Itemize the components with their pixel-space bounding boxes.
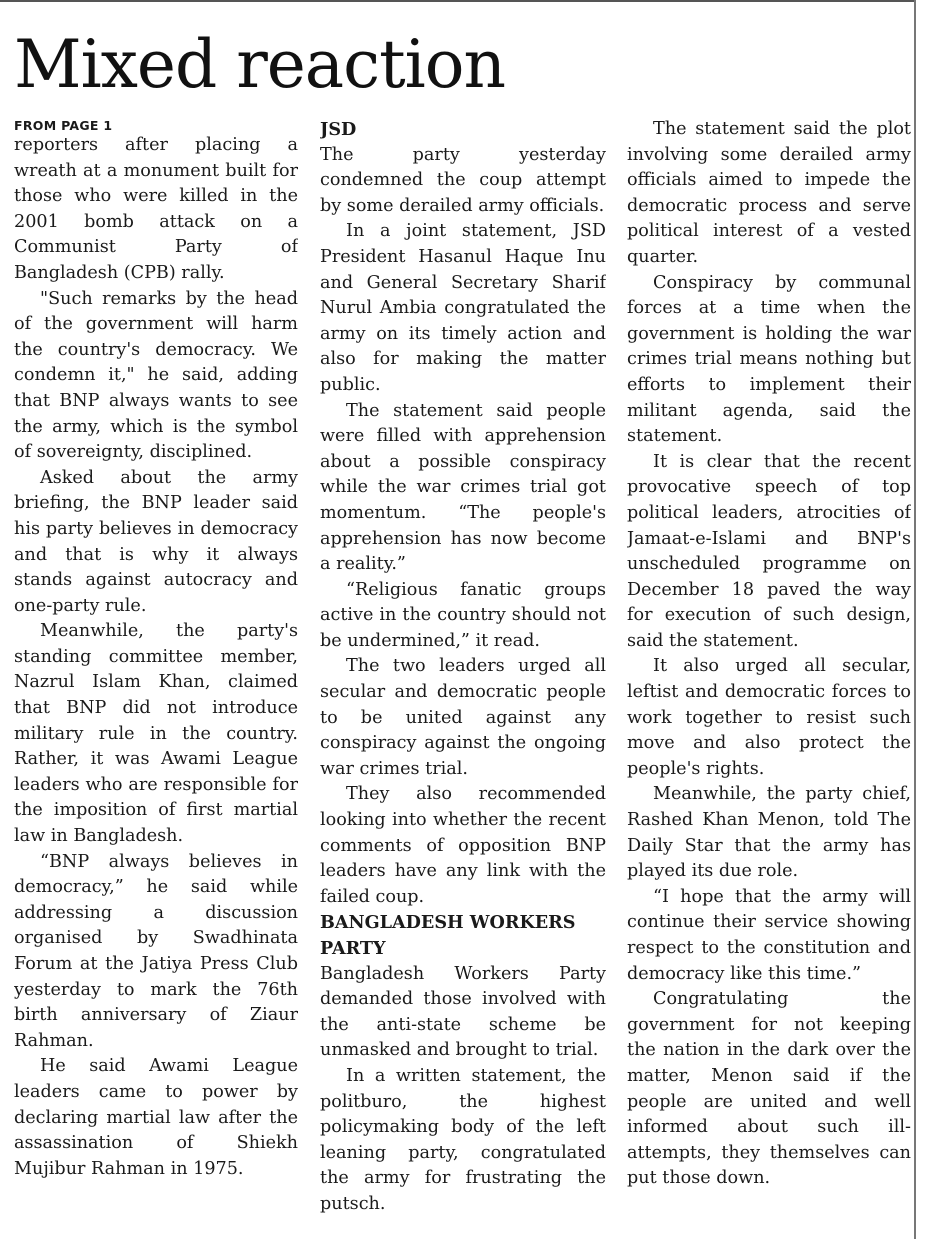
paragraph: Asked about the army briefing, the BNP leader said his party believes in democracy and that is why it always stands against autocracy and one-party rule. <box>14 467 298 616</box>
right-border <box>914 0 916 1239</box>
top-border <box>0 0 916 2</box>
paragraph: In a written statement, the politburo, the highest policymaking body of the left leaning party, congratulated the army for frustrating the putsch. <box>320 1065 606 1214</box>
paragraph: Meanwhile, the party chief, Rashed Khan Menon, told The Daily Star that the army has played its due role. <box>627 784 911 882</box>
paragraph: “BNP always believes in democracy,” he said while addressing a discussion organised by Swadhinata Forum at the Jatiya Press Club yesterday to mark the 76th birth anniversary of Ziaur Rahman. <box>14 851 298 1051</box>
column-1 <box>14 117 298 1229</box>
paragraph: The party yesterday condemned the coup attempt by some derailed army officials. <box>320 144 606 216</box>
paragraph: He said Awami League leaders came to power by declaring martial law after the assassination of Shiekh Mujibur Rahman in 1975. <box>14 1056 298 1179</box>
paragraph: Meanwhile, the party's standing committee member, Nazrul Islam Khan, claimed that BNP did not introduce military rule in the country. Rather, it was Awami League leaders who are responsible for the imposition of first martial law in Bangladesh. <box>14 621 298 847</box>
paragraph: The statement said people were filled with apprehension about a possible conspiracy while the war crimes trial got momentum. “The people's apprehension has now become a reality.” <box>320 400 606 575</box>
paragraph: Bangladesh Workers Party demanded those involved with the anti-state scheme be unmasked and brought to trial. <box>320 963 606 1061</box>
paragraph: It is clear that the recent provocative speech of top political leaders, atrocities of Jamaat-e-Islami and BNP's unscheduled programme on December 18 paved the way for execution of such design, said the statement. <box>627 451 911 651</box>
paragraph: They also recommended looking into whether the recent comments of opposition BNP leaders have any link with the failed coup. <box>320 784 606 907</box>
paragraph: “Religious fanatic groups active in the country should not be undermined,” it read. <box>320 579 606 651</box>
paragraph: In a joint statement, JSD President Hasanul Haque Inu and General Secretary Sharif Nurul Ambia congratulated the army on its timely action and also for making the matter public. <box>320 221 606 395</box>
paragraph: Congratulating the government for not keeping the nation in the dark over the matter, Menon said if the people are united and well informed about such ill-attempts, they themselves can put those down. <box>627 989 911 1189</box>
paragraph: Conspiracy by communal forces at a time when the government is holding the war crimes trial means nothing but efforts to implement their militant agenda, said the statement. <box>627 272 911 447</box>
paragraph: reporters after placing a wreath at a monument built for those who were killed in the 2001 bomb attack on a Communist Party of Bangladesh (CPB) rally. <box>14 135 298 283</box>
workers-party-subheading: BANGLADESH WORKERS PARTY <box>320 912 576 959</box>
jump-label: FROM PAGE 1 <box>14 118 113 133</box>
paragraph: "Such remarks by the head of the government will harm the country's democracy. We condemn it," he said, adding that BNP always wants to see the army, which is the symbol of sovereignty, disciplined. <box>14 288 298 463</box>
column-2 <box>320 117 606 1229</box>
paragraph: The statement said the plot involving some derailed army officials aimed to impede the democratic process and serve political interest of a vested quarter. <box>627 119 911 267</box>
paragraph: It also urged all secular, leftist and democratic forces to work together to resist such move and also protect the people's rights. <box>627 656 911 779</box>
column-3 <box>627 117 911 1229</box>
paragraph: The two leaders urged all secular and democratic people to be united against any conspiracy against the ongoing war crimes trial. <box>320 656 606 779</box>
jsd-subheading: JSD <box>320 119 357 140</box>
paragraph: “I hope that the army will continue their service showing respect to the constitution and democracy like this time.” <box>627 886 911 984</box>
headline: Mixed reaction <box>14 26 505 103</box>
